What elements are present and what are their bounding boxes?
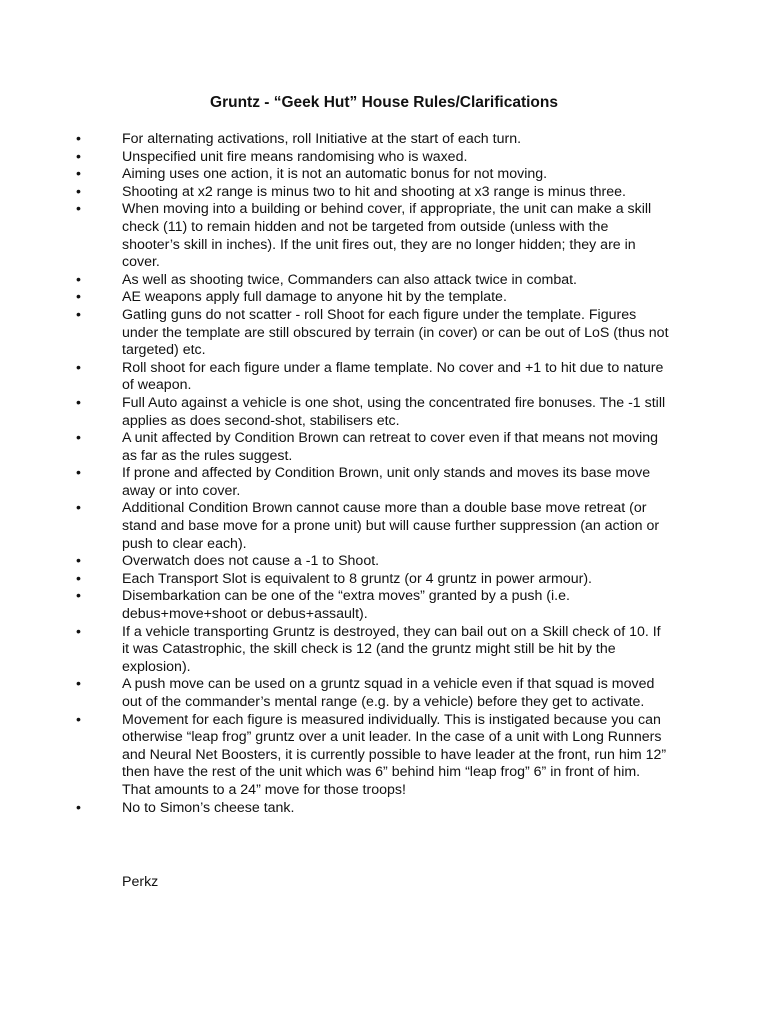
author-signature: Perkz bbox=[122, 874, 159, 890]
bullet-icon: • bbox=[76, 289, 81, 306]
bullet-icon: • bbox=[76, 131, 81, 147]
rule-text: Aiming uses one action, it is not an automatic bonus for not moving. bbox=[122, 166, 548, 183]
rule-text: Additional Condition Brown cannot cause more than a double base move retreat (or stand and base move for a prone unit) but will cause further suppression (an action or push to clear each). bbox=[122, 500, 660, 552]
rule-text: Shooting at x2 range is minus two to hit and shooting at x3 range is minus three. bbox=[122, 183, 626, 200]
bullet-icon: • bbox=[76, 430, 81, 447]
rule-item bbox=[70, 360, 670, 395]
rule-text: When moving into a building or behind cover, if appropriate, the unit can make a skill check (11) to remain hidden and not be targeted from outside (unless with the shooter’s skill in inches). If the unit fires out, they are no longer hidden; they are in cover. bbox=[122, 201, 652, 271]
rule-item bbox=[70, 149, 670, 167]
rule-item bbox=[70, 465, 670, 500]
rule-item bbox=[70, 395, 670, 430]
bullet-icon: • bbox=[76, 271, 81, 288]
rule-text: Roll shoot for each figure under a flame template. No cover and +1 to hit due to nature of weapon. bbox=[122, 359, 664, 394]
rule-item bbox=[70, 588, 670, 623]
bullet-icon: • bbox=[76, 588, 81, 605]
rule-item bbox=[70, 800, 670, 818]
bullet-icon: • bbox=[76, 623, 81, 640]
bullet-icon: • bbox=[76, 799, 81, 816]
rule-item bbox=[70, 166, 670, 184]
rule-text: AE weapons apply full damage to anyone hit by the template. bbox=[122, 289, 507, 306]
rule-item bbox=[70, 500, 670, 553]
rule-item bbox=[70, 571, 670, 589]
rule-text: A push move can be used on a gruntz squad in a vehicle even if that squad is moved out of the commander’s mental range (e.g. by a vehicle) before they get to activate. bbox=[122, 676, 655, 710]
rule-item bbox=[70, 307, 670, 360]
bullet-icon: • bbox=[76, 570, 81, 587]
bullet-icon: • bbox=[76, 394, 81, 411]
bullet-icon: • bbox=[76, 465, 81, 482]
bullet-icon: • bbox=[76, 553, 81, 570]
rule-item bbox=[70, 553, 670, 571]
bullet-icon: • bbox=[76, 306, 81, 323]
rule-item bbox=[70, 712, 670, 800]
rule-item bbox=[70, 184, 670, 202]
rule-text: Movement for each figure is measured individually. This is instigated because you can otherwise “leap frog” gruntz over a unit leader. In the case of a unit with Long Runners and Neural Net Boosters, it is currently possible to have leader at the front, run him 12” then have the rest of the unit which was 6” behind him “leap frog” 6” in front of him. That amounts to a 24” move for those troops! bbox=[122, 711, 667, 798]
rule-text: If a vehicle transporting Gruntz is destroyed, they can bail out on a Skill check of 10. If it was Catastrophic, the skill check is 12 (and the gruntz might still be hit by the explosion). bbox=[122, 623, 661, 675]
rule-text: If prone and affected by Condition Brown, unit only stands and moves its base move away or into cover. bbox=[122, 465, 651, 499]
rule-text: Gatling guns do not scatter - roll Shoot for each figure under the template. Figures under the template are still obscured by terrain (in cover) or can be out of LoS (thus not targeted) etc. bbox=[122, 306, 669, 359]
rule-item bbox=[70, 676, 670, 711]
bullet-icon: • bbox=[76, 676, 81, 693]
house-rules-list bbox=[70, 131, 670, 817]
bullet-icon: • bbox=[76, 183, 81, 200]
rule-text: Unspecified unit fire means randomising who is waxed. bbox=[122, 148, 468, 165]
rule-text: A unit affected by Condition Brown can retreat to cover even if that means not moving as far as the rules suggest. bbox=[122, 430, 659, 464]
rule-text: As well as shooting twice, Commanders can also attack twice in combat. bbox=[122, 271, 577, 288]
rule-item bbox=[70, 201, 670, 271]
rule-item bbox=[70, 131, 670, 149]
rule-text: Each Transport Slot is equivalent to 8 gruntz (or 4 gruntz in power armour). bbox=[122, 570, 592, 587]
bullet-icon: • bbox=[76, 711, 81, 728]
rule-text: No to Simon’s cheese tank. bbox=[122, 799, 295, 816]
rule-text: Full Auto against a vehicle is one shot, using the concentrated fire bonuses. The -1 still applies as does second-shot, stabilisers etc. bbox=[122, 394, 666, 429]
rule-item bbox=[70, 289, 670, 307]
document-title: Gruntz - “Geek Hut” House Rules/Clarifications bbox=[210, 94, 558, 111]
rule-text: For alternating activations, roll Initiative at the start of each turn. bbox=[122, 131, 522, 147]
bullet-icon: • bbox=[76, 500, 81, 517]
bullet-icon: • bbox=[76, 359, 81, 376]
rule-item bbox=[70, 624, 670, 677]
bullet-icon: • bbox=[76, 166, 81, 183]
bullet-icon: • bbox=[76, 148, 81, 165]
rule-text: Disembarkation can be one of the “extra moves” granted by a push (i.e. debus+move+shoot or debus+assault). bbox=[122, 588, 570, 623]
rule-item bbox=[70, 272, 670, 290]
rule-item bbox=[70, 430, 670, 465]
bullet-icon: • bbox=[76, 201, 81, 218]
rule-text: Overwatch does not cause a -1 to Shoot. bbox=[122, 553, 380, 570]
